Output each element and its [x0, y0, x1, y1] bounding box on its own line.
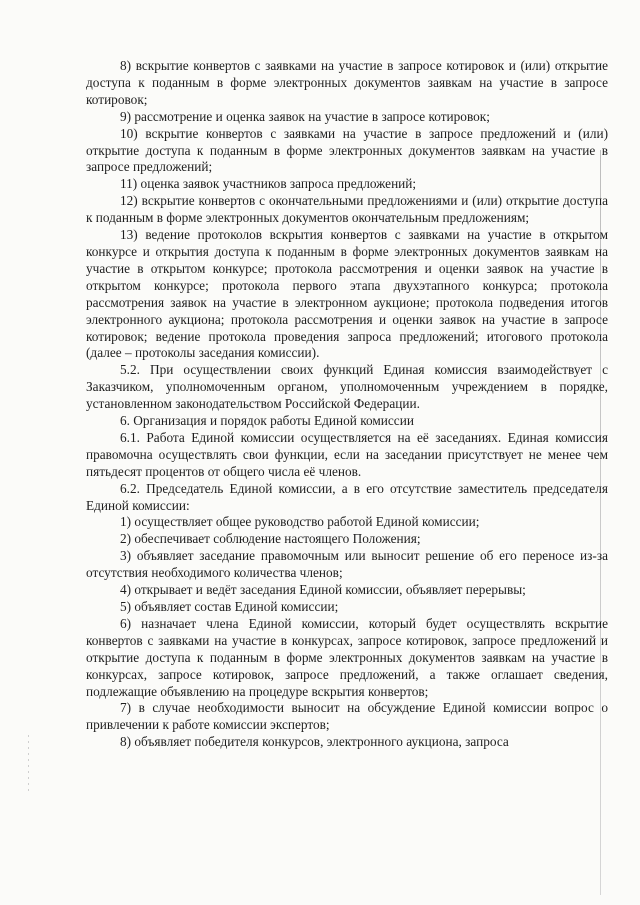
- chair-duty-7: 7) в случае необходимости выносит на обсуждение Единой комиссии вопрос о привлечении к работе комиссии экспертов;: [86, 700, 608, 733]
- chair-duty-8: 8) объявляет победителя конкурсов, электронного аукциона, запроса: [120, 734, 509, 750]
- chair-duty-5: 5) объявляет состав Единой комиссии;: [120, 599, 339, 614]
- chair-duty-2: 2) обеспечивает соблюдение настоящего Положения;: [120, 531, 421, 547]
- item-9-quote-review: 9) рассмотрение и оценка заявок на участие в запросе котировок;: [120, 108, 490, 124]
- item-11-proposal-evaluation: 11) оценка заявок участников запроса предложений;: [120, 176, 417, 192]
- document-body: [86, 58, 608, 751]
- clause-5-2: 5.2. При осуществлении своих функций Единая комиссия взаимодействует с Заказчиком, уполномоченным органом, уполномоченным учреждением в порядке, установленном законодательством Российской Федерации.: [86, 362, 608, 412]
- chair-duty-1: 1) осуществляет общее руководство работой Единой комиссии;: [120, 514, 480, 530]
- clause-6-1: 6.1. Работа Единой комиссии осуществляется на её заседаниях. Единая комиссия правомочна осуществлять свои функции, если на заседании присутствует не менее чем пятьдесят процентов от общего числа её членов.: [86, 429, 608, 479]
- item-10-envelope-opening-proposals: 10) вскрытие конвертов с заявками на участие в запросе предложений и (или) открытие доступа к поданным в форме электронных документов заявкам на участие в запросе предложений;: [86, 125, 608, 175]
- chair-duty-3: 3) объявляет заседание правомочным или выносит решение об его переносе из-за отсутствия необходимого количества членов;: [86, 548, 608, 581]
- item-13-protocols: 13) ведение протоколов вскрытия конвертов с заявками на участие в открытом конкурсе и открытия доступа к поданным в форме электронных документов заявкам на участие в открытом конкурсе; протокола рассмотрения и оценки заявок на участие в открытом конкурсе; протокола первого этапа двухэтапного конкурса; протокола рассмотрения заявок на участие в электронном аукционе; протокола подведения итогов электронного аукциона; протокола рассмотрения и оценки заявок на участие в запросе котировок; ведение протокола проведения запроса предложений; итогового протокола (далее – протоколы заседания комиссии).: [86, 227, 608, 361]
- scan-margin-marks: [28, 735, 29, 795]
- item-8-envelope-opening-quotes: 8) вскрытие конвертов с заявками на участие в запросе котировок и (или) открытие доступа к поданным в форме электронных документов заявкам на участие в запросе котировок;: [86, 58, 608, 107]
- clause-6-2: 6.2. Председатель Единой комиссии, а в его отсутствие заместитель председателя Единой комиссии:: [86, 480, 608, 513]
- section-6-heading: 6. Организация и порядок работы Единой комиссии: [120, 413, 414, 429]
- chair-duty-4: 4) открывает и ведёт заседания Единой комиссии, объявляет перерывы;: [120, 582, 526, 598]
- item-12-final-proposals-opening: 12) вскрытие конвертов с окончательными предложениями и (или) открытие доступа к поданным в форме электронных документов окончательным предложениям;: [86, 193, 608, 226]
- chair-duty-6: 6) назначает члена Единой комиссии, который будет осуществлять вскрытие конвертов с заявками на участие в конкурсах, запросе котировок, запросе предложений и открытие доступа к поданным в форме электронных документов заявкам на участие в конкурсах, запросе котировок, запросе предложений, а также оглашает сведения, подлежащие объявлению на процедуре вскрытия конвертов;: [86, 615, 608, 699]
